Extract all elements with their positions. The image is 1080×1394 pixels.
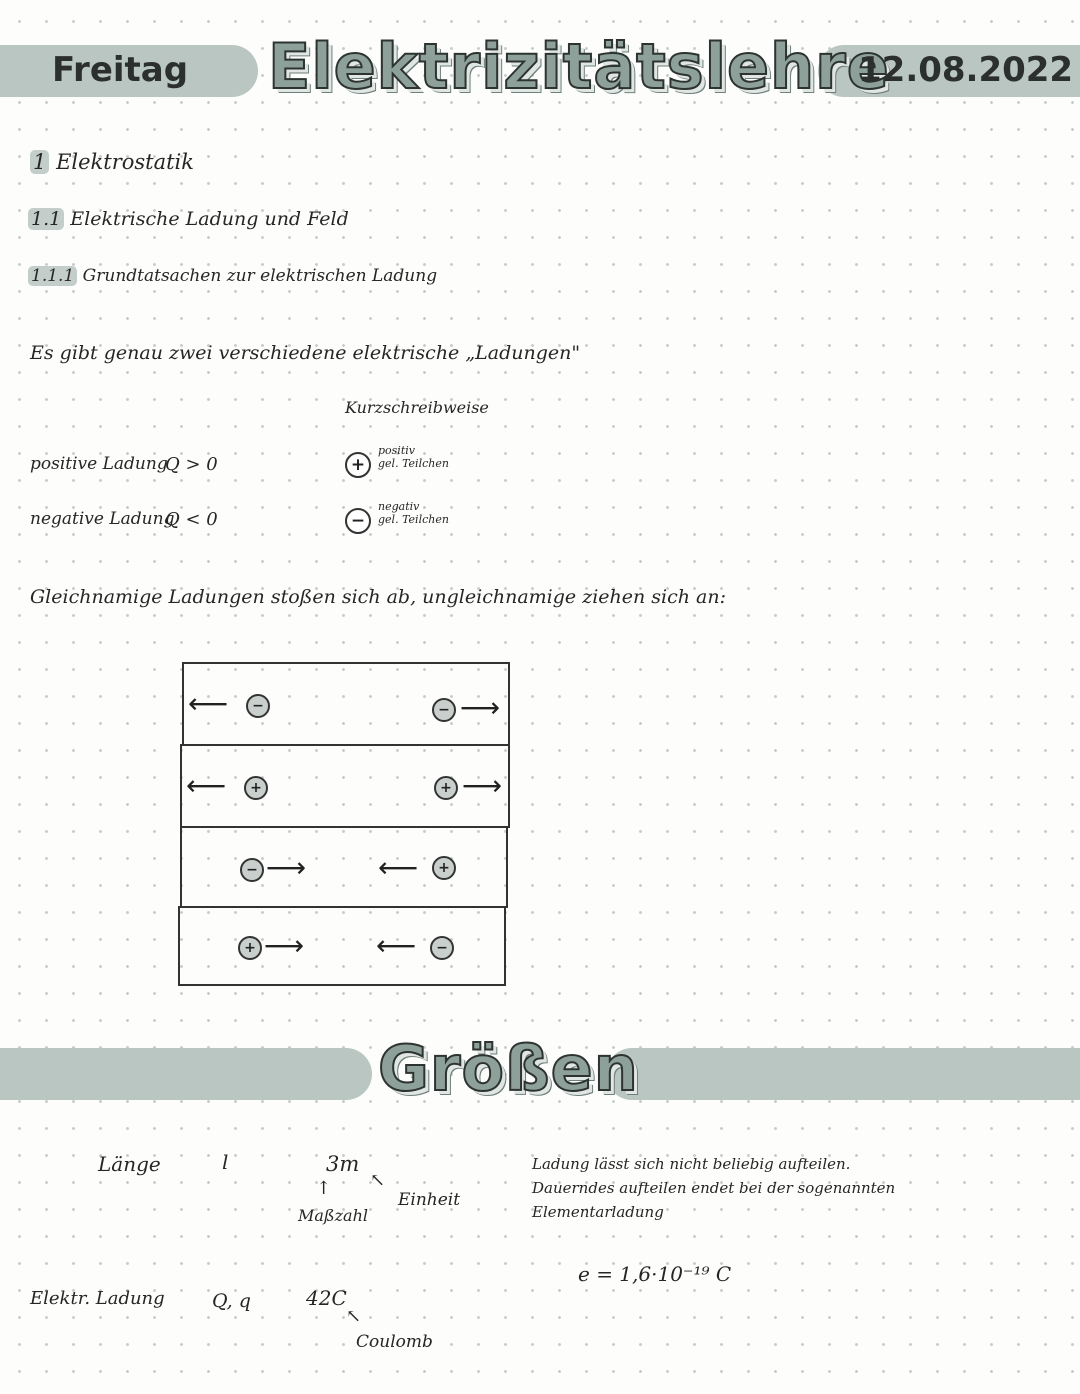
charge-left: −: [246, 694, 270, 718]
section2-title: Größen: [378, 1032, 639, 1105]
kurzschreibweise-label: Kurzschreibweise: [345, 398, 489, 417]
heading-3: [28, 266, 437, 286]
arrow-right-icon: ⟶: [462, 769, 503, 802]
negative-charge-note: [378, 500, 449, 526]
ladung-symbol: Q, q: [212, 1290, 251, 1312]
section2-band-right: [606, 1048, 1080, 1100]
rule-text: Gleichnamige Ladungen stoßen sich ab, ungleichnamige ziehen sich an:: [30, 586, 726, 608]
arrow-left-icon: ⟵: [186, 769, 227, 802]
charge-interaction-diagram: [178, 662, 510, 986]
diagram-row: [180, 826, 508, 908]
minus-circle-icon: −: [345, 508, 371, 534]
plus-circle-icon: +: [345, 452, 371, 478]
coulomb-arrow-icon: ↖: [346, 1306, 362, 1327]
page-title: Elektrizitätslehre: [268, 30, 890, 103]
arrow-left-icon: ⟵: [376, 929, 417, 962]
charge-right: +: [432, 856, 456, 880]
heading-2-text: Elektrische Ladung und Feld: [70, 208, 349, 230]
arrow-right-icon: ⟶: [264, 929, 305, 962]
positive-note-line1: positiv: [378, 444, 415, 457]
charge-left: +: [244, 776, 268, 800]
einheit-arrow-icon: ↖: [370, 1170, 386, 1191]
elementarladung-formula: e = 1,6·10⁻¹⁹ C: [578, 1262, 732, 1286]
charge-right: +: [434, 776, 458, 800]
positive-charge-label: positive Ladung: [30, 454, 168, 474]
header-date: 12.08.2022: [858, 50, 1074, 90]
coulomb-label: Coulomb: [356, 1332, 433, 1352]
section2-band-left: [0, 1048, 372, 1100]
positive-note-line2: gel. Teilchen: [378, 457, 449, 470]
heading-2-number: 1.1: [28, 208, 64, 230]
laenge-symbol: l: [222, 1150, 229, 1174]
intro-text: Es gibt genau zwei verschiedene elektrische „Ladungen": [30, 342, 581, 364]
note-line-2: Dauerndes aufteilen endet bei der sogenannten: [532, 1179, 896, 1197]
charge-right: −: [430, 936, 454, 960]
elementarladung-note: [532, 1152, 952, 1224]
charge-left: −: [240, 858, 264, 882]
charge-right: −: [432, 698, 456, 722]
note-line-3: Elementarladung: [532, 1203, 664, 1221]
heading-3-text: Grundtatsachen zur elektrischen Ladung: [82, 266, 438, 286]
ladung-label: Elektr. Ladung: [30, 1288, 165, 1309]
negative-charge-label: negative Ladung: [30, 509, 175, 529]
header-day: Freitag: [52, 50, 189, 90]
diagram-row: [182, 662, 510, 746]
arrow-left-icon: ⟵: [378, 851, 419, 884]
heading-1: [30, 150, 194, 174]
ladung-value: 42C: [306, 1286, 347, 1310]
laenge-value: 3m: [326, 1152, 360, 1176]
positive-charge-condition: Q > 0: [165, 454, 218, 475]
laenge-label: Länge: [98, 1152, 161, 1176]
heading-3-number: 1.1.1: [28, 266, 77, 286]
negative-note-line1: negativ: [378, 500, 420, 513]
heading-1-number: 1: [30, 150, 49, 174]
diagram-row: [180, 744, 510, 828]
masszahl-arrow-icon: ↑: [316, 1178, 332, 1199]
arrow-left-icon: ⟵: [188, 687, 229, 720]
negative-charge-condition: Q < 0: [165, 509, 218, 530]
arrow-right-icon: ⟶: [266, 851, 307, 884]
einheit-label: Einheit: [398, 1190, 461, 1210]
charge-left: +: [238, 936, 262, 960]
negative-note-line2: gel. Teilchen: [378, 513, 449, 526]
heading-2: [28, 208, 349, 230]
note-line-1: Ladung lässt sich nicht beliebig aufteilen.: [532, 1155, 851, 1173]
masszahl-label: Maßzahl: [298, 1206, 368, 1225]
heading-1-text: Elektrostatik: [56, 150, 194, 174]
positive-charge-note: [378, 444, 449, 470]
arrow-right-icon: ⟶: [460, 691, 501, 724]
diagram-row: [178, 906, 506, 986]
